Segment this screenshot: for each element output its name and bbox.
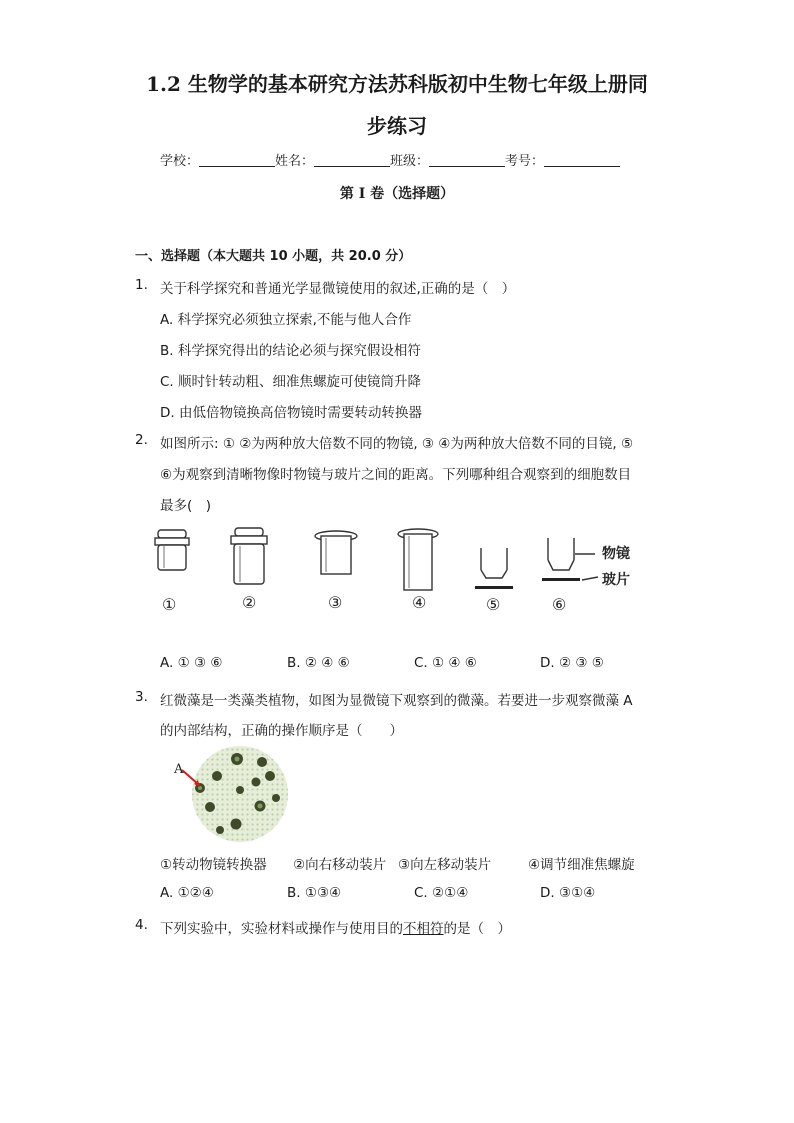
class-blank[interactable]: [429, 152, 505, 167]
step-4: ④调节细准焦螺旋: [528, 857, 635, 873]
question-text-line: 如图所示: ① ②为两种放大倍数不同的物镜, ③ ④为两种放大倍数不同的目镜, ⑤: [160, 436, 634, 452]
option-c[interactable]: C. ②①④: [414, 885, 469, 901]
option-d[interactable]: D. ③①④: [540, 885, 596, 901]
class-label: 班级：: [390, 154, 430, 169]
id-label: 考号：: [505, 154, 545, 169]
question-number: 4.: [135, 917, 148, 933]
figure-label-1: ①: [162, 595, 177, 614]
option-a[interactable]: A. ①②④: [160, 885, 214, 901]
objective-distance-small-icon: [542, 538, 598, 581]
page-title: 1.2 生物学的基本研究方法苏科版初中生物七年级上册同: [146, 72, 648, 96]
option-c[interactable]: C. ① ④ ⑥: [414, 655, 477, 671]
option-b[interactable]: B. 科学探究得出的结论必须与探究假设相符: [160, 343, 421, 359]
objective-short-icon: [155, 530, 189, 570]
step-1: ①转动物镜转换器: [160, 857, 267, 873]
name-label: 姓名：: [275, 154, 315, 169]
school-label: 学校：: [160, 154, 200, 169]
question-text-line: ⑥为观察到清晰物像时物镜与玻片之间的距离。下列哪种组合观察到的细胞数目: [160, 467, 632, 483]
emphasis-underlined: 不相符: [403, 921, 444, 937]
figure-label-6: ⑥: [552, 595, 567, 614]
objective-distance-large-icon: [475, 548, 513, 589]
microscope-lens-figure: [150, 520, 660, 620]
question-text-start: 下列实验中，实验材料或操作与使用目的: [160, 921, 403, 937]
question-number: 1.: [135, 277, 148, 293]
volume-heading: 第 I 卷（选择题）: [339, 186, 455, 202]
section-heading: 一、选择题（本大题共 10 小题，共 20.0 分）: [135, 249, 412, 264]
question-text-end: 的是（ ）: [443, 921, 511, 937]
microalgae-micrograph: [170, 742, 300, 842]
name-blank[interactable]: [314, 152, 390, 167]
question-text: [160, 917, 511, 937]
eyepiece-short-icon: [315, 531, 357, 574]
figure-label-5: ⑤: [486, 595, 501, 614]
school-blank[interactable]: [199, 152, 275, 167]
eyepiece-long-icon: [398, 529, 438, 590]
objective-long-icon: [231, 528, 267, 584]
student-info-line: [160, 150, 620, 169]
figure-label-3: ③: [328, 593, 343, 612]
option-d[interactable]: D. 由低倍物镜换高倍物镜时需要转动转换器: [160, 405, 422, 421]
figure-label-2: ②: [242, 593, 257, 612]
question-text-line: 的内部结构，正确的操作顺序是（ ）: [160, 723, 403, 739]
question-text-line: 红微藻是一类藻类植物，如图为显微镜下观察到的微藻。若要进一步观察微藻 A: [160, 693, 633, 709]
option-a[interactable]: A. 科学探究必须独立探索,不能与他人合作: [160, 312, 412, 328]
question-number: 2.: [135, 432, 148, 448]
step-3: ③向左移动装片: [398, 857, 492, 873]
step-2: ②向右移动装片: [293, 857, 387, 873]
question-number: 3.: [135, 689, 148, 705]
option-b[interactable]: B. ①③④: [287, 885, 342, 901]
slide-tag: 玻片: [602, 572, 630, 588]
question-text-line: 最多( ): [160, 498, 212, 514]
option-a[interactable]: A. ① ③ ⑥: [160, 655, 223, 671]
option-d[interactable]: D. ② ③ ⑤: [540, 655, 604, 671]
id-blank[interactable]: [544, 152, 620, 167]
option-b[interactable]: B. ② ④ ⑥: [287, 655, 350, 671]
page-title-continued: 步练习: [367, 114, 427, 138]
alga-a-tag: A: [174, 762, 184, 777]
figure-label-4: ④: [412, 593, 427, 612]
question-text: 关于科学探究和普通光学显微镜使用的叙述,正确的是（ ）: [160, 281, 516, 297]
option-c[interactable]: C. 顺时针转动粗、细准焦螺旋可使镜筒升降: [160, 374, 422, 390]
objective-tag: 物镜: [602, 546, 630, 562]
